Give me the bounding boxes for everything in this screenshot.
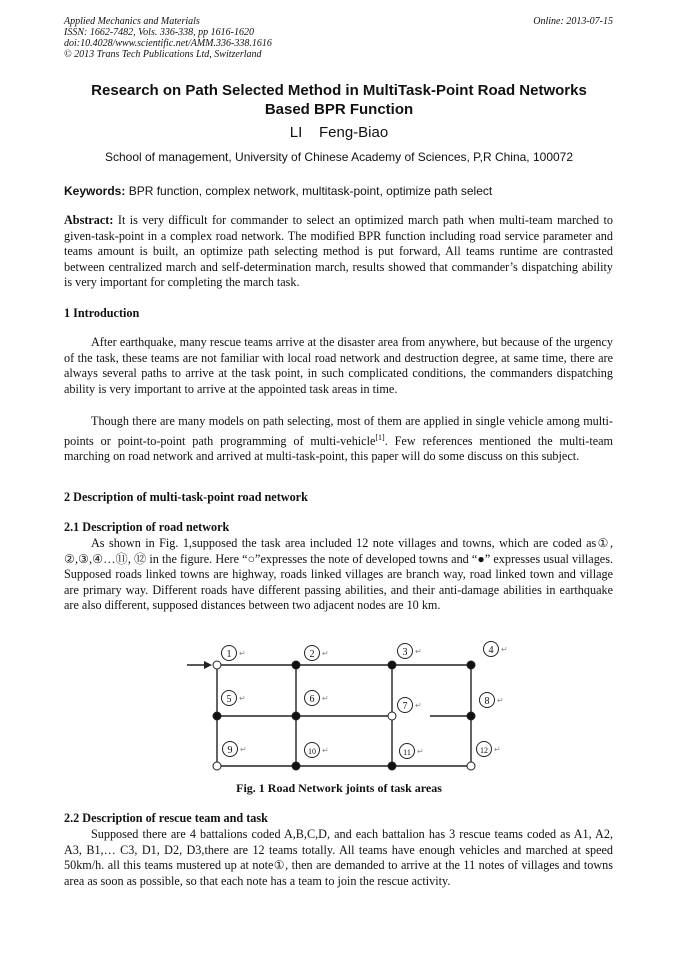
abstract-label: Abstract:: [64, 213, 114, 227]
node-label-1: 1: [226, 649, 232, 660]
keywords-text: BPR function, complex network, multitask-point, optimize path select: [128, 184, 493, 198]
svg-text:↵: ↵: [322, 746, 329, 755]
section-2-1-heading: 2.1 Description of road network: [64, 520, 230, 534]
node-codes: ①, ②,③,④…⑪, ⑫: [64, 536, 613, 566]
abstract-text: It is very difficult for commander to select an optimized march path when multi-team marched to given-task-point in a complex road network. The modified BPR function including road service parameter and teams amount is built, an optimize path selecting method is put forward, All teams runtime are contrasted between centralized march and self-determination march, results showed that commander’s dispatching ability is very important for completing the march task.: [64, 213, 614, 290]
journal-name: Applied Mechanics and Materials: [64, 16, 200, 27]
svg-text:↵: ↵: [494, 745, 501, 754]
issn-line: ISSN: 1662-7482, Vols. 336-338, pp 1616-1620: [64, 27, 254, 38]
node-label-3: 3: [402, 647, 408, 658]
node-label-6: 6: [309, 694, 315, 705]
author: LI Feng-Biao: [289, 124, 389, 141]
svg-text:↵: ↵: [239, 694, 246, 703]
svg-text:↵: ↵: [417, 747, 424, 756]
node-label-11: 11: [403, 748, 411, 757]
node-town: [213, 661, 221, 669]
svg-text:↵: ↵: [239, 649, 246, 658]
rescue-team-paragraph: Supposed there are 4 battalions coded A,B,C,D, and each battalion has 3 rescue teams coded as A1, A2, A3, B1,… C3, D1, D2, D3,there are 12 teams totally. All teams have enough vehicles and marched at speed 50km/h. all this teams mustered up at note①, then are demanded to arrive at the 11 notes of villages and towns area as soon as possible, so that each note has a team to join the rescue activity.: [64, 827, 613, 888]
svg-text:↵: ↵: [240, 745, 247, 754]
paper-title-line1: Research on Path Selected Method in MultiTask-Point Road Networks: [91, 82, 587, 99]
node-town: [213, 762, 221, 770]
intro-paragraph-1: After earthquake, many rescue teams arrive at the disaster area from anywhere, but because of the urgency of the task, these teams are not familiar with local road network and destruction degree, at same time, there are always several paths to arrive at the task point, in such complicated conditions, the commanders dispatching ability is very important to arrive at the appointed task areas in time.: [64, 335, 613, 396]
svg-text:↵: ↵: [415, 701, 422, 710]
node-label-7: 7: [402, 701, 408, 712]
intro-p2-text-a: Though there are many models on path selecting, most of them are applied in single vehicle among multi-points or point-to-point path programming of multi-vehicle: [64, 414, 613, 448]
section-2-heading: 2 Description of multi-task-point road network: [64, 490, 308, 504]
road-p-text-a: As shown in Fig. 1,supposed the task area included 12 note villages and towns, which are coded as: [91, 536, 597, 550]
node-village: [467, 712, 475, 720]
section-1-heading: 1 Introduction: [64, 306, 140, 320]
svg-text:↵: ↵: [322, 694, 329, 703]
doi-line: doi:10.4028/www.scientific.net/AMM.336-338.1616: [64, 38, 272, 49]
node-label-8: 8: [484, 696, 490, 707]
node-village: [292, 661, 300, 669]
node-village: [292, 712, 300, 720]
svg-text:↵: ↵: [497, 696, 504, 705]
node-label-10: 10: [308, 747, 316, 756]
road-p-text-b: in the figure. Here “○”expresses the note of developed towns and “●” expresses usual villages. Supposed roads linked towns are highway, roads linked villages are branch way, road linked town and village are primary way. Different roads have different passing abilities, and their anti-damage abilities in earthquake are also different, supposed distances between two adjacent nodes are 10 km.: [64, 551, 614, 613]
node-label-9: 9: [227, 745, 233, 756]
affiliation: School of management, University of Chinese Academy of Sciences, P,R China, 100072: [104, 150, 574, 164]
svg-text:↵: ↵: [322, 649, 329, 658]
svg-text:↵: ↵: [501, 645, 508, 654]
node-label-12: 12: [480, 746, 488, 755]
node-village: [213, 712, 221, 720]
node-village: [467, 661, 475, 669]
node-label-5: 5: [226, 694, 232, 705]
node-label-4: 4: [488, 645, 494, 656]
node-village: [388, 762, 396, 770]
citation-ref: [1]: [375, 432, 385, 442]
node-label-2: 2: [309, 649, 315, 660]
node-village: [292, 762, 300, 770]
section-2-2-heading: 2.2 Description of rescue team and task: [64, 811, 268, 825]
copyright-line: © 2013 Trans Tech Publications Ltd, Switzerland: [64, 49, 262, 60]
online-date: Online: 2013-07-15: [533, 16, 613, 27]
svg-text:↵: ↵: [415, 647, 422, 656]
keywords-label: Keywords:: [64, 184, 126, 198]
paper-title-line2: Based BPR Function: [264, 101, 414, 118]
node-town: [388, 712, 396, 720]
node-village: [388, 661, 396, 669]
figure-caption: Fig. 1 Road Network joints of task areas: [236, 781, 442, 795]
node-town: [467, 762, 475, 770]
entry-arrow-head: [204, 661, 212, 669]
intro-p2-text-b: . Few references mentioned the multi-team marching on road network and arrived at multi-task-point, this paper will do some discuss on this subject.: [64, 433, 613, 464]
